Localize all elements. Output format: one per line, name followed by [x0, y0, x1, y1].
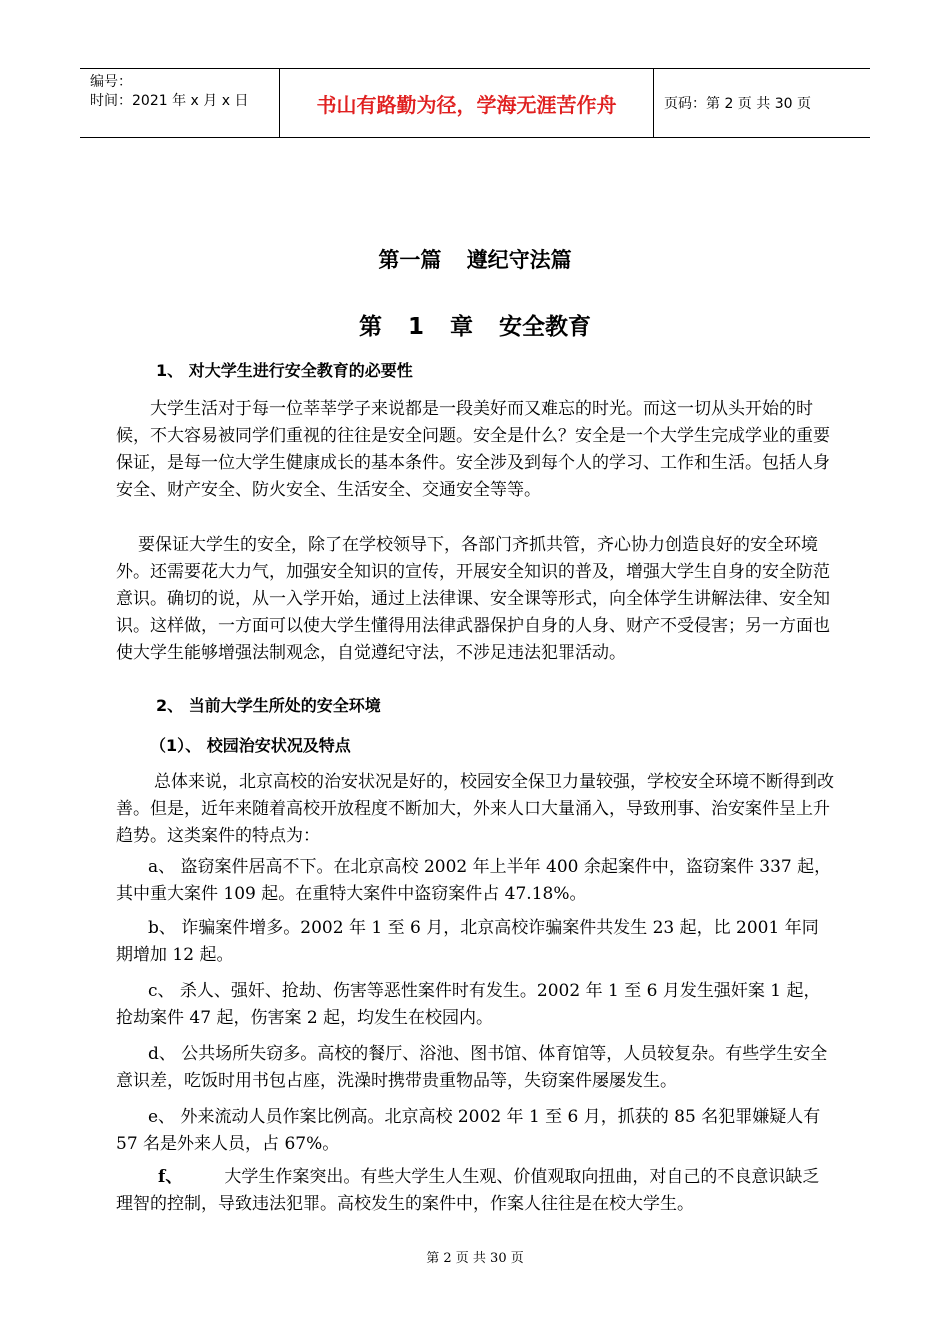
date-label: 时间：2021 年 x 月 x 日	[90, 93, 249, 109]
paragraph-a: a、 盗窃案件居高不下。在北京高校 2002 年上半年 400 余起案件中，盗窃案件 337 起，其中重大案件 109 起。在重特大案件中盗窃案件占 47.18%。	[116, 857, 832, 904]
number-label: 编号：	[90, 74, 132, 90]
page-footer: 第 2 页 共 30 页	[426, 1251, 524, 1266]
paragraph-c: c、 杀人、强奸、抢劫、伤害等恶性案件时有发生。2002 年 1 至 6 月发生强奸案 1 起，抢劫案件 47 起，伤害案 2 起，均发生在校园内。	[116, 981, 821, 1028]
header-page-label: 页码：第 2 页 共 30 页	[664, 96, 811, 112]
paragraph-f-text: 大学生作案突出。有些大学生人生观、价值观取向扭曲，对自己的不良意识缺乏理智的控制，导致违法犯罪。高校发生的案件中，作案人往往是在校大学生。	[116, 1167, 820, 1214]
page-header	[80, 68, 870, 138]
paragraph-e: e、 外来流动人员作案比例高。北京高校 2002 年 1 至 6 月，抓获的 85 名犯罪嫌疑人有 57 名是外来人员，占 67%。	[116, 1107, 821, 1154]
section-2-heading: 2、 当前大学生所处的安全环境	[156, 696, 381, 715]
section-1-heading: 1、 对大学生进行安全教育的必要性	[156, 361, 413, 380]
chapter-title: 第 1 章 安全教育	[358, 314, 592, 340]
paragraph-d: d、 公共场所失窃多。高校的餐厅、浴池、图书馆、体育馆等，人员较复杂。有些学生安全意识差，吃饭时用书包占座，洗澡时携带贵重物品等，失窃案件屡屡发生。	[116, 1044, 828, 1091]
section-2-1-heading: （1）、 校园治安状况及特点	[150, 736, 351, 755]
paragraph-b: b、 诈骗案件增多。2002 年 1 至 6 月，北京高校诈骗案件共发生 23 起，比 2001 年同期增加 12 起。	[116, 918, 819, 965]
header-motto: 书山有路勤为径，学海无涯苦作舟	[280, 69, 654, 137]
paragraph-1: 大学生活对于每一位莘莘学子来说都是一段美好而又难忘的时光。而这一切从头开始的时候，不大容易被同学们重视的往往是安全问题。安全是什么？安全是一个大学生完成学业的重要保证，是每一位大学生健康成长的基本条件。安全涉及到每个人的学习、工作和生活。包括人身安全、财产安全、防火安全、生活安全、交通安全等等。	[116, 399, 830, 500]
paragraph-f-label: f、	[158, 1167, 183, 1187]
part-title: 第一篇 遵纪守法篇	[378, 248, 572, 272]
header-meta	[80, 69, 280, 137]
paragraph-2: 要保证大学生的安全，除了在学校领导下，各部门齐抓共管，齐心协力创造良好的安全环境外。还需要花大力气，加强安全知识的宣传，开展安全知识的普及，增强大学生自身的安全防范意识。确切的说，从一入学开始，通过上法律课、安全课等形式，向全体学生讲解法律、安全知识。这样做，一方面可以使大学生懂得用法律武器保护自身的人身、财产不受侵害；另一方面也使大学生能够增强法制观念，自觉遵纪守法，不涉足违法犯罪活动。	[116, 535, 830, 663]
paragraph-3: 总体来说，北京高校的治安状况是好的，校园安全保卫力量较强，学校安全环境不断得到改善。但是，近年来随着高校开放程度不断加大，外来人口大量涌入，导致刑事、治安案件呈上升趋势。这类案件的特点为：	[116, 772, 834, 846]
paragraph-f	[116, 1164, 834, 1218]
